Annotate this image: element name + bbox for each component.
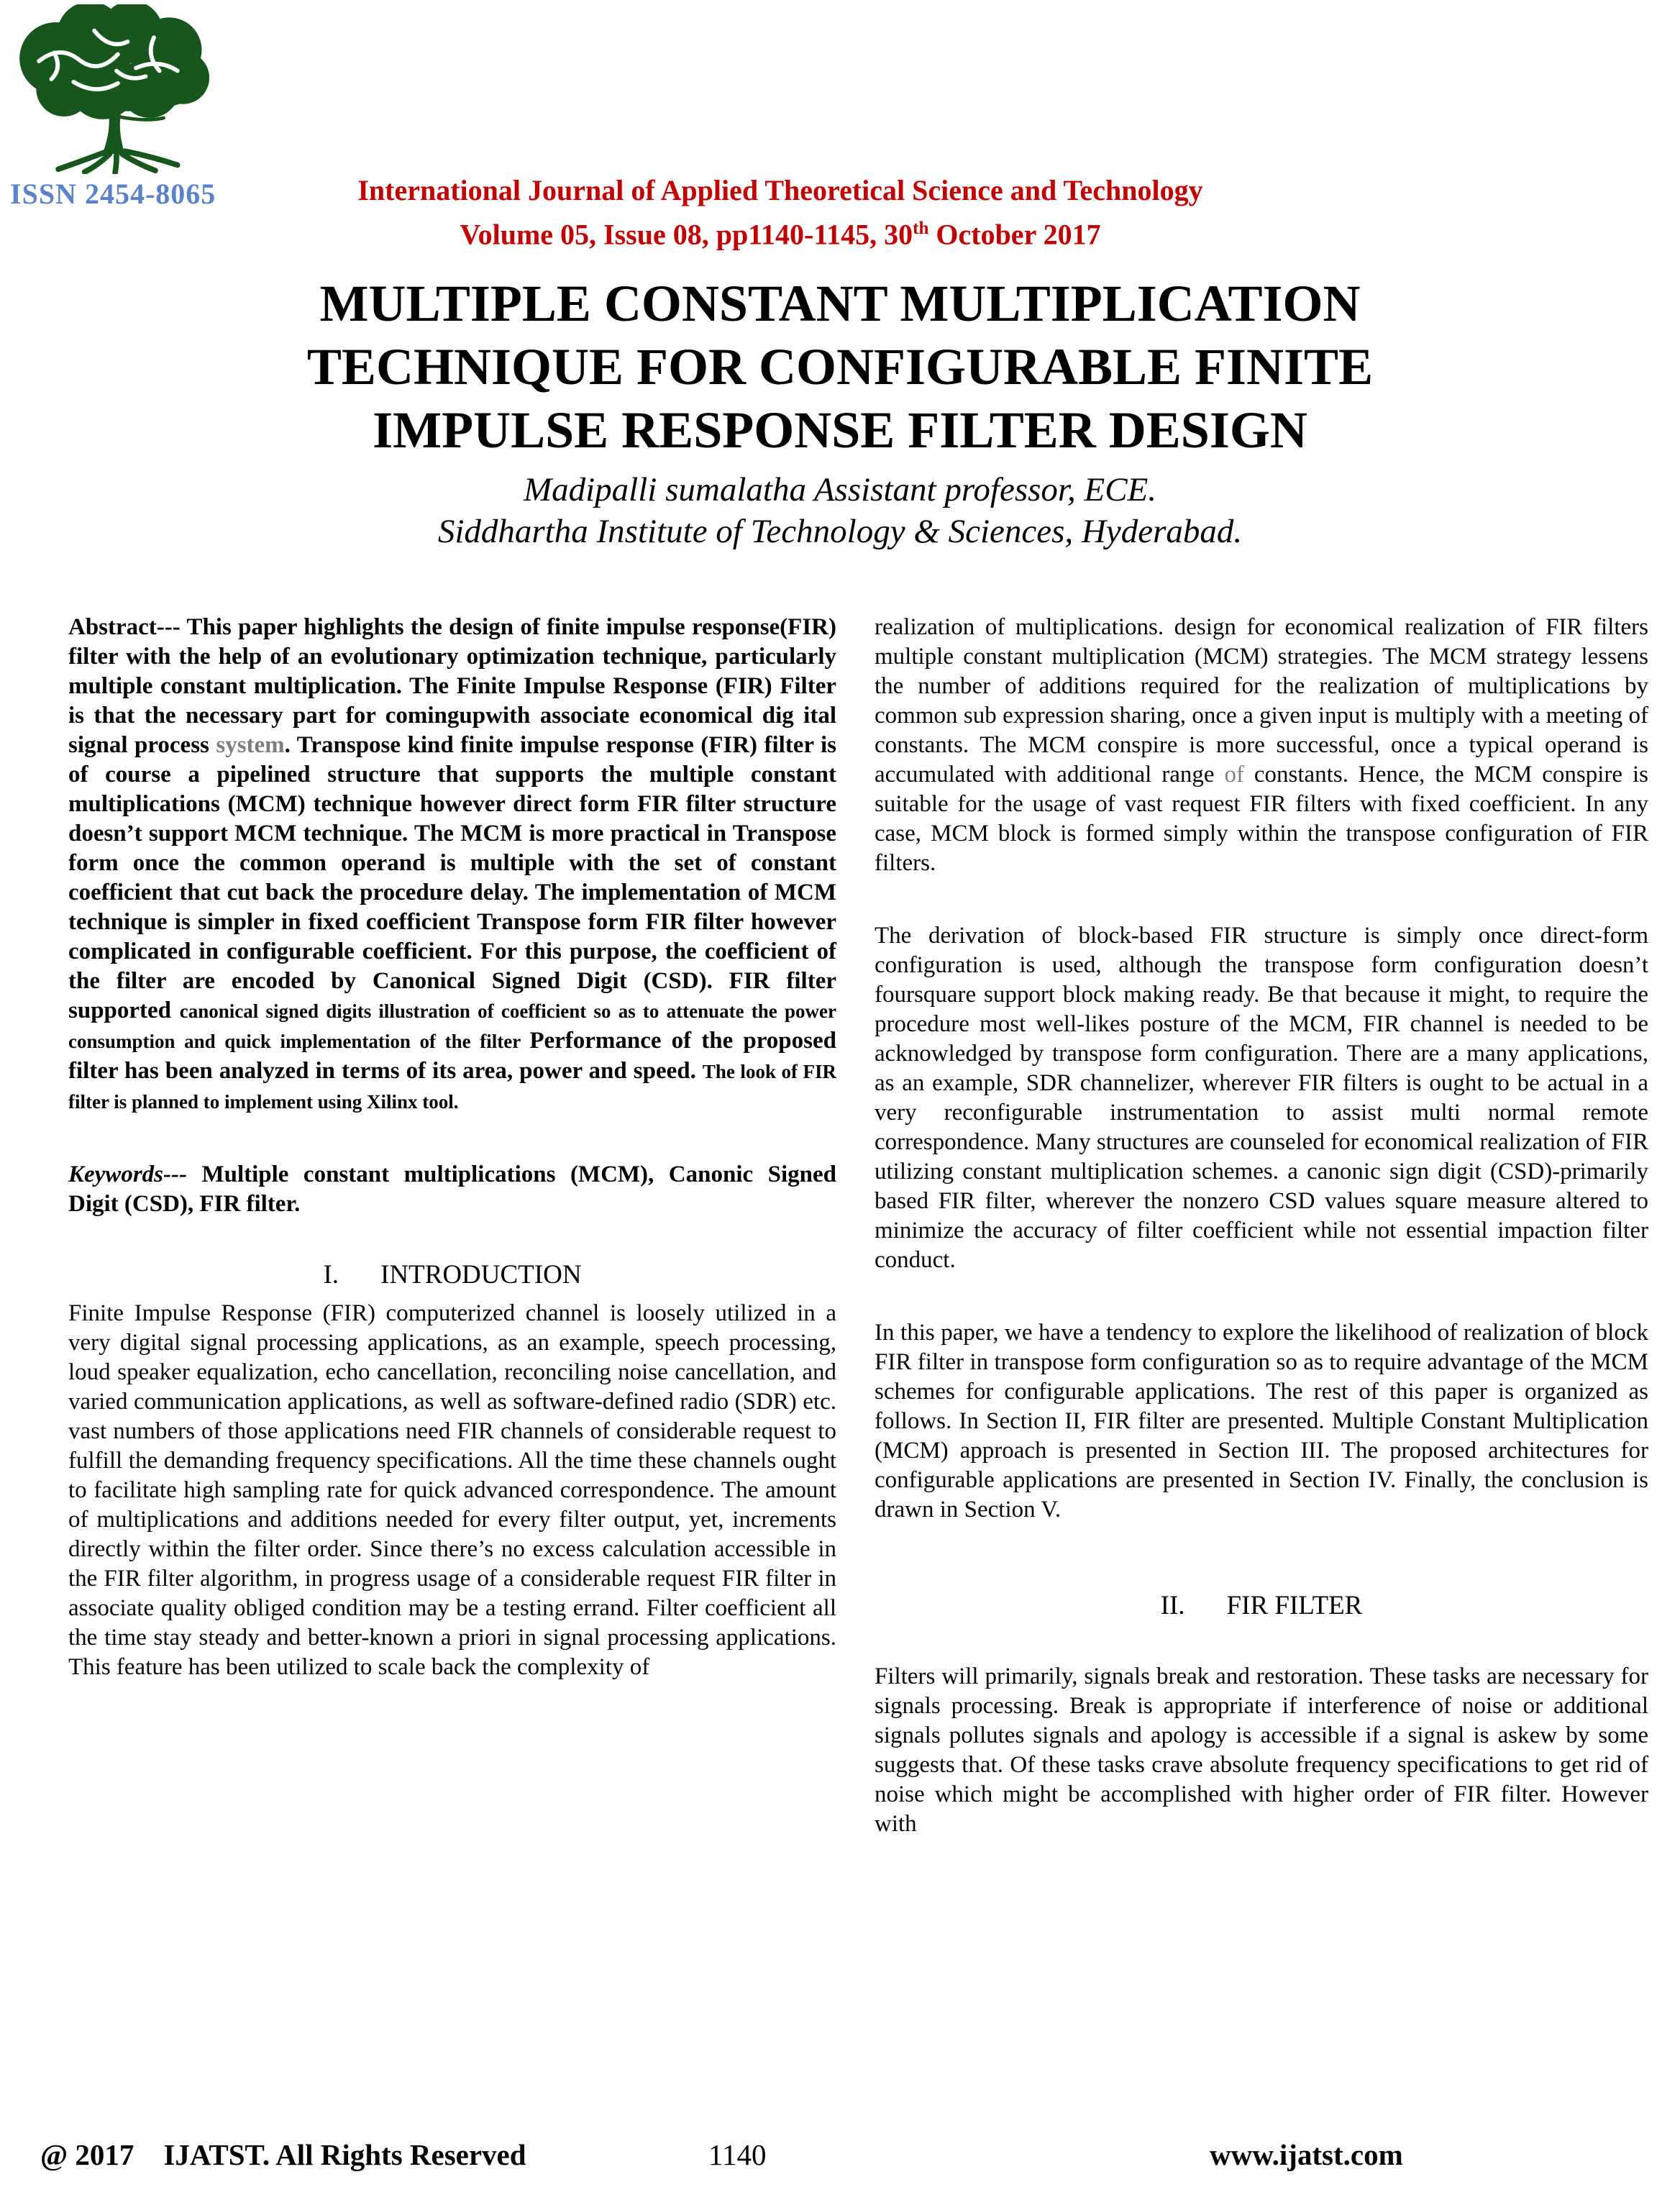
paper-title: [0, 272, 1680, 462]
paper-title-line-2: TECHNIQUE FOR CONFIGURABLE FINITE: [306, 338, 1374, 396]
paper-title-line-1: MULTIPLE CONSTANT MULTIPLICATION: [319, 275, 1361, 332]
keywords-text: Multiple constant multiplications (MCM), Canonic Signed Digit (CSD), FIR filter.: [68, 1161, 836, 1217]
abstract-paragraph: [68, 613, 836, 1117]
journal-title-block: [0, 171, 1561, 253]
section-title: FIR FILTER: [1226, 1591, 1363, 1620]
right-column: [875, 613, 1648, 1839]
section-heading-fir-filter: [875, 1589, 1648, 1622]
author-name-line: Madipalli sumalatha Assistant professor, ECE.: [523, 471, 1157, 508]
paragraph-gray-word: of: [1224, 762, 1244, 788]
keywords-label: Keywords---: [68, 1161, 187, 1187]
abstract-gray-word: system: [216, 732, 285, 758]
section-title: INTRODUCTION: [380, 1260, 582, 1290]
section-heading-introduction: [68, 1259, 836, 1292]
abstract-text: . Transpose kind finite impulse response (FIR) filter is of course a pipelined structure that supports the multiple constant multiplications (MCM) technique however direct form FIR filter structure doesn’t support MCM technique. The MCM is more practical in Transpose form once the common operand is multiple with the set of constant coefficient that cut back the procedure delay. The implementation of MCM technique is simpler in fixed coefficient Transpose form FIR filter however complicated in configurable coefficient. For this purpose, the coefficient of the filter are encoded by Canonical Signed Digit (CSD). FIR filter supported: [68, 732, 836, 1023]
copyright-text: @ 2017 IJATST. All Rights Reserved: [40, 2138, 526, 2171]
volume-date: October 2017: [928, 218, 1101, 251]
section-number: I.: [323, 1260, 339, 1290]
tree-logo-icon: [10, 4, 223, 174]
volume-text: Volume 05, Issue 08, pp1140-1145, 30: [460, 218, 913, 251]
paper-title-line-3: IMPULSE RESPONSE FILTER DESIGN: [373, 401, 1307, 459]
paragraph-text: realization of multiplications. design for economical realization of FIR filters multiple constant multiplication (MCM) strategies. The MCM strategy lessens the number of additions required for the realization of multiplications by common sub expression sharing, once a given input is multiply with a meeting of constants. The MCM conspire is more successful, once a typical operand is accumulated with additional range: [875, 614, 1648, 788]
abstract-small-text: The look of FIR filter is planned to implement using Xilinx tool.: [68, 1061, 836, 1113]
author-affiliation-line: Siddhartha Institute of Technology & Sciences, Hyderabad.: [437, 513, 1243, 550]
page-number: 1140: [708, 2138, 767, 2171]
issn-label: ISSN 2454-8065: [10, 178, 216, 210]
author-block: [0, 469, 1680, 552]
journal-name: International Journal of Applied Theoretical Science and Technology: [357, 174, 1203, 206]
section-number: II.: [1160, 1591, 1185, 1620]
paragraph-text: constants. Hence, the MCM conspire is suitable for the usage of vast request FIR filters with fixed coefficient. In any case, MCM block is formed simply within the transpose configuration of FIR filters.: [875, 762, 1648, 876]
body-paragraph-2: The derivation of block-based FIR structure is simply once direct-form configuration is used, although the transpose form configuration doesn’t foursquare support block making ready. Be that because it might, to require the procedure most well-likes posture of the MCM, FIR channel is needed to be acknowledged by transpose form configuration. There are a many applications, as an example, SDR channelizer, wherever FIR filters is ought to be actual in a very reconfigurable instrumentation to assist multi normal remote correspondence. Many structures are counseled for economical realization of FIR utilizing constant multiplication schemes. a canonic sign digit (CSD)-primarily based FIR filter, wherever the nonzero CSD values square measure altered to minimize the accuracy of filter coefficient while not essential impaction filter conduct.: [875, 923, 1648, 1273]
abstract-text: Performance of the proposed filter has been analyzed in terms of its area, power and speed.: [68, 1028, 836, 1084]
keywords-paragraph: [68, 1160, 836, 1219]
abstract-small-text: canonical signed digits illustration of coefficient so as to attenuate the power consumption and quick implementation of the filter: [68, 1000, 836, 1052]
journal-volume-line: [0, 209, 1561, 253]
volume-ordinal-suffix: th: [913, 219, 929, 238]
left-column: [68, 613, 836, 1682]
abstract-text: Abstract--- This paper highlights the design of finite impulse response(FIR) filter with the help of an evolutionary optimization technique, particularly multiple constant multiplication. The Finite Impulse Response (FIR) Filter is that the necessary part for comingupwith associate economical dig ital signal process: [68, 614, 836, 758]
body-paragraph-4: Filters will primarily, signals break and restoration. These tasks are necessary for signals processing. Break is appropriate if interference of noise or additional signals pollutes signals and apology is accessible if a signal is askew by some suggests that. Of these tasks crave absolute frequency specifications to get rid of noise which might be accomplished with higher order of FIR filter. However with: [875, 1663, 1648, 1837]
body-paragraph-3: In this paper, we have a tendency to explore the likelihood of realization of block FIR filter in transpose form configuration so as to require advantage of the MCM schemes for configurable applications. The rest of this paper is organized as follows. In Section II, FIR filter are presented. Multiple Constant Multiplication (MCM) approach is presented in Section III. The proposed architectures for configurable applications are presented in Section IV. Finally, the conclusion is drawn in Section V.: [875, 1320, 1648, 1523]
introduction-paragraph: Finite Impulse Response (FIR) computerized channel is loosely utilized in a very digital signal processing applications, as an example, speech processing, loud speaker equalization, echo cancellation, reconciling noise cancellation, and varied communication applications, as well as software-defined radio (SDR) etc. vast numbers of those applications need FIR channels of considerable request to fulfill the demanding frequency specifications. All the time these channels ought to facilitate high sampling rate for quick advanced correspondence. The amount of multiplications and additions needed for every filter output, yet, increments directly within the filter order. Since there’s no excess calculation accessible in the FIR filter algorithm, in progress usage of a considerable request FIR filter in associate quality obliged condition may be a testing errand. Filter coefficient all the time stay steady and better-known a priori in signal processing applications. This feature has been utilized to scale back the complexity of: [68, 1300, 836, 1680]
page-footer: [0, 2137, 1680, 2181]
website-url: www.ijatst.com: [1210, 2138, 1403, 2171]
body-paragraph-1: [875, 613, 1648, 878]
